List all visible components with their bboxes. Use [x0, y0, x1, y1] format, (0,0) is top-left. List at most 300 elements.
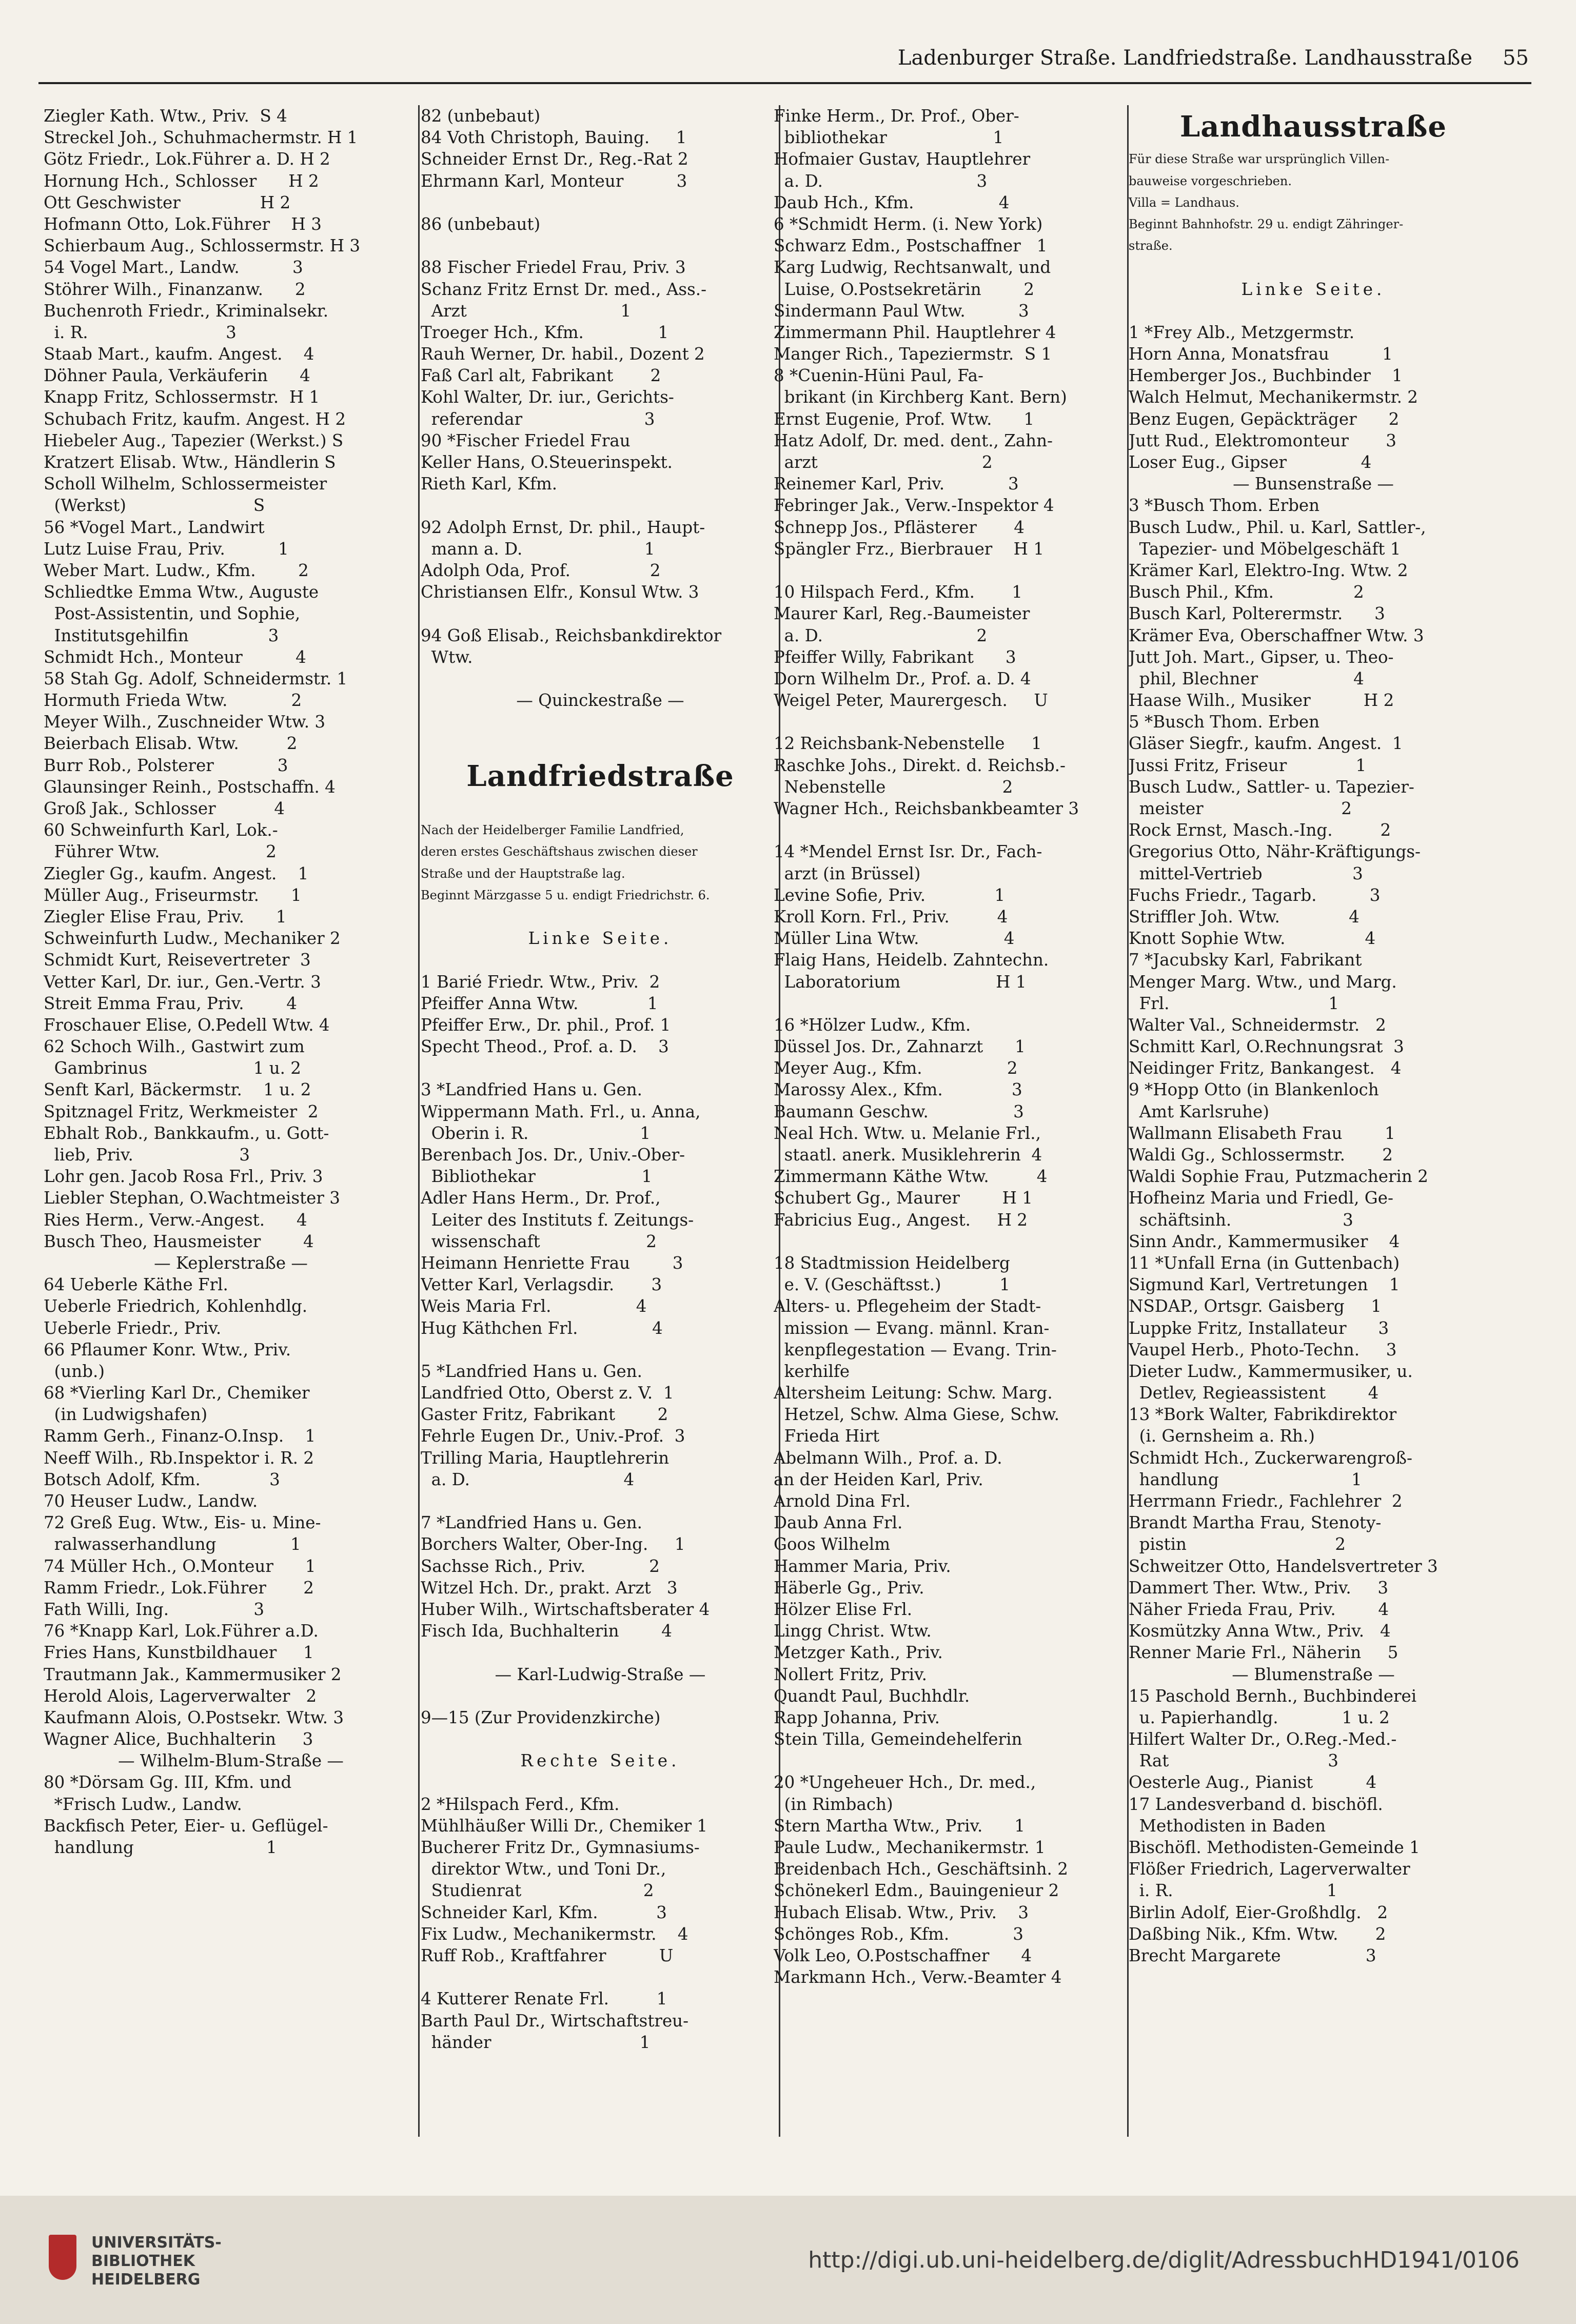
- directory-line: Renner Marie Frl., Näherin 5: [1129, 1643, 1398, 1663]
- directory-line: Ehrmann Karl, Monteur 3: [421, 171, 687, 191]
- directory-line: Finke Herm., Dr. Prof., Ober-: [774, 106, 1019, 126]
- directory-line: Meyer Wilh., Zuschneider Wtw. 3: [44, 712, 326, 732]
- directory-line: Trilling Maria, Hauptlehrerin: [421, 1448, 669, 1468]
- directory-line: a. D. 4: [421, 1469, 635, 1489]
- library-shield-icon: [49, 2235, 76, 2280]
- directory-line: kenpflegestation — Evang. Trin-: [774, 1340, 1057, 1360]
- directory-line: Pfeiffer Erw., Dr. phil., Prof. 1: [421, 1015, 671, 1035]
- directory-line: [421, 906, 780, 928]
- directory-line: an der Heiden Karl, Priv.: [774, 1469, 983, 1489]
- directory-line: [421, 711, 780, 733]
- directory-line: Dieter Ludw., Kammermusiker, u.: [1129, 1361, 1413, 1381]
- directory-line: Wippermann Math. Frl., u. Anna,: [421, 1101, 701, 1121]
- directory-line: Weis Maria Frl. 4: [421, 1296, 647, 1316]
- directory-line: Baumann Geschw. 3: [774, 1101, 1024, 1121]
- directory-line: [774, 1750, 1128, 1771]
- directory-line: Schnepp Jos., Pflästerer 4: [774, 517, 1025, 537]
- column-divider: [418, 105, 420, 2137]
- directory-line: (i. Gernsheim a. Rh.): [1129, 1426, 1315, 1446]
- directory-line: Fries Hans, Kunstbildhauer 1: [44, 1643, 314, 1663]
- directory-line: Gaster Fritz, Fabrikant 2: [421, 1405, 668, 1425]
- directory-line: [774, 560, 1128, 581]
- directory-line: Markmann Hch., Verw.-Beamter 4: [774, 1967, 1062, 1987]
- directory-line: Busch Theo, Hausmeister 4: [44, 1231, 314, 1251]
- directory-line: NSDAP., Ortsgr. Gaisberg 1: [1129, 1296, 1382, 1316]
- directory-line: a. D. 2: [774, 625, 988, 645]
- directory-line: Linke Seite.: [1241, 279, 1386, 299]
- directory-line: [421, 1057, 780, 1079]
- directory-line: Daub Anna Frl.: [774, 1513, 903, 1533]
- directory-line: 68 *Vierling Karl Dr., Chemiker: [44, 1383, 310, 1403]
- directory-line: Troeger Hch., Kfm. 1: [421, 322, 669, 342]
- directory-line: Lohr gen. Jacob Rosa Frl., Priv. 3: [44, 1167, 323, 1187]
- directory-line: Bucherer Fritz Dr., Gymnasiums-: [421, 1838, 700, 1858]
- directory-line: [421, 1685, 780, 1707]
- directory-line: Daßbing Nik., Kfm. Wtw. 2: [1129, 1924, 1386, 1944]
- directory-line: Neidinger Fritz, Bankangest. 4: [1129, 1058, 1402, 1078]
- directory-line: Busch Phil., Kfm. 2: [1129, 582, 1364, 602]
- directory-line: 58 Stah Gg. Adolf, Schneidermstr. 1: [44, 668, 348, 688]
- directory-line: 84 Voth Christoph, Bauing. 1: [421, 128, 687, 148]
- directory-line: 18 Stadtmission Heidelberg: [774, 1253, 1010, 1273]
- directory-line: Führer Wtw. 2: [44, 842, 277, 862]
- directory-line: bibliothekar 1: [774, 128, 1004, 148]
- directory-line: Horn Anna, Monatsfrau 1: [1129, 344, 1393, 364]
- directory-line: Hammer Maria, Priv.: [774, 1556, 951, 1576]
- street-heading: Landfriedstraße: [466, 759, 734, 793]
- directory-line: 17 Landesverband d. bischöfl.: [1129, 1794, 1383, 1814]
- directory-line: Ebhalt Rob., Bankkaufm., u. Gott-: [44, 1123, 329, 1143]
- page-header: [41, 46, 1529, 77]
- directory-line: Glaunsinger Reinh., Postschaffn. 4: [44, 777, 336, 797]
- directory-line: (in Ludwigshafen): [44, 1405, 208, 1425]
- library-name-line: BIBLIOTHEK: [91, 2252, 195, 2270]
- directory-line: Burr Rob., Polsterer 3: [44, 755, 288, 775]
- directory-line: Maurer Karl, Reg.-Baumeister: [774, 604, 1030, 624]
- directory-line: Schneider Karl, Kfm. 3: [421, 1902, 667, 1922]
- directory-line: i. R. 3: [44, 322, 237, 342]
- directory-line: 82 (unbebaut): [421, 106, 541, 126]
- directory-line: Streckel Joh., Schuhmachermstr. H 1: [44, 128, 358, 148]
- directory-line: Birlin Adolf, Eier-Großhdlg. 2: [1129, 1902, 1388, 1922]
- directory-line: schäftsinh. 3: [1129, 1210, 1353, 1230]
- directory-line: [421, 1339, 780, 1361]
- library-name: [91, 2234, 245, 2289]
- directory-line: Wagner Hch., Reichsbankbeamter 3: [774, 799, 1079, 818]
- directory-line: Froschauer Elise, O.Pedell Wtw. 4: [44, 1015, 330, 1035]
- directory-line: Methodisten in Baden: [1129, 1816, 1326, 1836]
- directory-line: Stern Martha Wtw., Priv. 1: [774, 1816, 1025, 1836]
- directory-line: Sigmund Karl, Vertretungen 1: [1129, 1275, 1400, 1295]
- directory-line: 12 Reichsbank-Nebenstelle 1: [774, 734, 1042, 754]
- directory-line: bauweise vorgeschrieben.: [1129, 173, 1292, 188]
- street-heading: Landhausstraße: [1179, 110, 1447, 144]
- directory-line: Ramm Friedr., Lok.Führer 2: [44, 1578, 314, 1598]
- directory-line: Detlev, Regieassistent 4: [1129, 1383, 1379, 1403]
- permalink[interactable]: http://digi.ub.uni-heidelberg.de/diglit/AdressbuchHD1941/0106: [808, 2247, 1520, 2273]
- directory-line: Ziegler Gg., kaufm. Angest. 1: [44, 863, 309, 883]
- directory-line: 8 *Cuenin-Hüni Paul, Fa-: [774, 366, 983, 386]
- directory-line: Jutt Joh. Mart., Gipser, u. Theo-: [1129, 647, 1394, 667]
- directory-line: (in Rimbach): [774, 1794, 893, 1814]
- directory-line: Ruff Rob., Kraftfahrer U: [421, 1945, 674, 1965]
- directory-line: Ueberle Friedrich, Kohlenhdlg.: [44, 1296, 308, 1316]
- directory-line: Schmitt Karl, O.Rechnungsrat 3: [1129, 1037, 1404, 1057]
- directory-line: [774, 819, 1128, 841]
- directory-line: 13 *Bork Walter, Fabrikdirektor: [1129, 1405, 1397, 1425]
- directory-line: Schönekerl Edm., Bauingenieur 2: [774, 1881, 1059, 1901]
- directory-line: Vetter Karl, Dr. iur., Gen.-Vertr. 3: [44, 972, 321, 992]
- directory-line: Beginnt Bahnhofstr. 29 u. endigt Zähringer-: [1129, 216, 1404, 231]
- directory-line: pistin 2: [1129, 1534, 1346, 1554]
- directory-line: Pfeiffer Willy, Fabrikant 3: [774, 647, 1016, 667]
- directory-line: Schmidt Hch., Zuckerwarengroß-: [1129, 1448, 1412, 1468]
- directory-line: Rock Ernst, Masch.-Ing. 2: [1129, 820, 1391, 840]
- directory-line: Adler Hans Herm., Dr. Prof.,: [421, 1188, 661, 1208]
- directory-line: *Frisch Ludw., Landw.: [44, 1794, 242, 1814]
- directory-line: Busch Ludw., Phil. u. Karl, Sattler-,: [1129, 517, 1426, 537]
- directory-line: [774, 993, 1128, 1014]
- directory-line: Levine Sofie, Priv. 1: [774, 885, 1006, 905]
- page-number: 55: [1503, 46, 1529, 70]
- directory-line: Keller Hans, O.Steuerinspekt.: [421, 452, 673, 472]
- directory-line: Rieth Karl, Kfm.: [421, 474, 558, 494]
- library-name-line: HEIDELBERG: [91, 2271, 201, 2289]
- directory-line: Kohl Walter, Dr. iur., Gerichts-: [421, 387, 674, 407]
- directory-line: Hiebeler Aug., Tapezier (Werkst.) S: [44, 430, 344, 450]
- directory-line: brikant (in Kirchberg Kant. Bern): [774, 387, 1067, 407]
- directory-line: handlung 1: [44, 1838, 277, 1857]
- directory-line: Ries Herm., Verw.-Angest. 4: [44, 1210, 307, 1230]
- directory-line: direktor Wtw., und Toni Dr.,: [421, 1859, 666, 1879]
- directory-line: Ramm Gerh., Finanz-O.Insp. 1: [44, 1426, 316, 1446]
- directory-line: Hofheinz Maria und Friedl, Ge-: [1129, 1188, 1393, 1208]
- directory-line: 66 Pflaumer Konr. Wtw., Priv.: [44, 1340, 291, 1360]
- directory-line: Meyer Aug., Kfm. 2: [774, 1058, 1018, 1078]
- directory-line: Schwarz Edm., Postschaffner 1: [774, 236, 1048, 256]
- directory-line: Schmidt Hch., Monteur 4: [44, 647, 306, 667]
- directory-line: 56 *Vogel Mart., Landwirt: [44, 517, 265, 537]
- directory-line: Nollert Fritz, Priv.: [774, 1664, 927, 1684]
- directory-line: arzt (in Brüssel): [774, 863, 921, 883]
- directory-line: Fabricius Eug., Angest. H 2: [774, 1210, 1028, 1230]
- directory-line: Hatz Adolf, Dr. med. dent., Zahn-: [774, 430, 1053, 450]
- directory-line: Mühlhäußer Willi Dr., Chemiker 1: [421, 1816, 708, 1836]
- directory-line: Landfried Otto, Oberst z. V. 1: [421, 1383, 674, 1403]
- directory-line: Bibliothekar 1: [421, 1167, 653, 1187]
- directory-line: Borchers Walter, Ober-Ing. 1: [421, 1534, 685, 1554]
- directory-line: Schönges Rob., Kfm. 3: [774, 1924, 1023, 1944]
- directory-line: Neal Hch. Wtw. u. Melanie Frl.,: [774, 1123, 1041, 1143]
- directory-line: Flaig Hans, Heidelb. Zahntechn.: [774, 950, 1049, 970]
- directory-line: [421, 1642, 780, 1663]
- directory-line: Dorn Wilhelm Dr., Prof. a. D. 4: [774, 668, 1031, 688]
- running-title: Ladenburger Straße. Landfriedstraße. Landhausstraße: [897, 46, 1472, 70]
- directory-line: Post-Assistentin, und Sophie,: [44, 604, 301, 624]
- directory-line: Buchenroth Friedr., Kriminalsekr.: [44, 301, 329, 321]
- directory-line: Düssel Jos. Dr., Zahnarzt 1: [774, 1037, 1026, 1057]
- directory-line: Hofmann Otto, Lok.Führer H 3: [44, 214, 322, 234]
- directory-line: 70 Heuser Ludw., Landw.: [44, 1491, 258, 1511]
- directory-line: ralwasserhandlung 1: [44, 1534, 301, 1554]
- directory-line: 94 Goß Elisab., Reichsbankdirektor: [421, 625, 722, 645]
- directory-line: Vetter Karl, Verlagsdir. 3: [421, 1275, 662, 1295]
- directory-line: Stöhrer Wilh., Finanzanw. 2: [44, 279, 306, 299]
- directory-line: [421, 235, 780, 257]
- directory-line: Kosmützky Anna Wtw., Priv. 4: [1129, 1621, 1391, 1641]
- directory-line: Krämer Eva, Oberschaffner Wtw. 3: [1129, 625, 1424, 645]
- directory-line: Laboratorium H 1: [774, 972, 1027, 992]
- directory-line: straße.: [1129, 239, 1173, 253]
- directory-line: Lingg Christ. Wtw.: [774, 1621, 932, 1641]
- directory-line: Rechte Seite.: [520, 1751, 680, 1771]
- directory-line: Abelmann Wilh., Prof. a. D.: [774, 1448, 1002, 1468]
- directory-line: Arzt 1: [421, 301, 632, 321]
- directory-line: mann a. D. 1: [421, 539, 655, 559]
- directory-line: Herrmann Friedr., Fachlehrer 2: [1129, 1491, 1403, 1511]
- directory-line: [421, 495, 780, 516]
- directory-line: Frl. 1: [1129, 993, 1339, 1013]
- directory-line: 90 *Fischer Friedel Frau: [421, 430, 631, 450]
- directory-line: [421, 733, 780, 754]
- directory-line: Ziegler Elise Frau, Priv. 1: [44, 907, 287, 927]
- directory-line: Quandt Paul, Buchhdlr.: [774, 1686, 970, 1706]
- directory-line: — Bunsenstraße —: [1233, 474, 1394, 494]
- directory-line: Christiansen Elfr., Konsul Wtw. 3: [421, 582, 699, 602]
- directory-line: staatl. anerk. Musiklehrerin 4: [774, 1145, 1042, 1165]
- directory-line: Knott Sophie Wtw. 4: [1129, 929, 1376, 949]
- directory-line: [1129, 257, 1498, 278]
- directory-line: 9—15 (Zur Providenzkirche): [421, 1707, 661, 1727]
- directory-line: Specht Theod., Prof. a. D. 3: [421, 1037, 669, 1057]
- directory-line: 20 *Ungeheuer Hch., Dr. med.,: [774, 1772, 1036, 1793]
- directory-line: Ernst Eugenie, Prof. Wtw. 1: [774, 409, 1035, 429]
- directory-line: Altersheim Leitung: Schw. Marg.: [774, 1383, 1053, 1403]
- directory-line: Schweitzer Otto, Handelsvertreter 3: [1129, 1556, 1438, 1576]
- directory-line: Schubert Gg., Maurer H 1: [774, 1188, 1033, 1208]
- directory-line: Botsch Adolf, Kfm. 3: [44, 1469, 280, 1489]
- directory-line: Krämer Karl, Elektro-Ing. Wtw. 2: [1129, 560, 1408, 580]
- directory-line: Hubach Elisab. Wtw., Priv. 3: [774, 1902, 1029, 1922]
- directory-line: Dammert Ther. Wtw., Priv. 3: [1129, 1578, 1389, 1598]
- directory-line: Spitznagel Fritz, Werkmeister 2: [44, 1101, 319, 1121]
- directory-line: Goos Wilhelm: [774, 1534, 891, 1554]
- directory-line: Hilfert Walter Dr., O.Reg.-Med.-: [1129, 1729, 1397, 1749]
- directory-line: Schmidt Kurt, Reisevertreter 3: [44, 950, 311, 970]
- directory-line: Wagner Alice, Buchhalterin 3: [44, 1729, 313, 1749]
- directory-line: Luise, O.Postsekretärin 2: [774, 279, 1035, 299]
- directory-line: Marossy Alex., Kfm. 3: [774, 1080, 1022, 1100]
- directory-line: [774, 711, 1128, 733]
- directory-line: Volk Leo, O.Postschaffner 4: [774, 1945, 1032, 1965]
- directory-line: Ott Geschwister H 2: [44, 192, 291, 212]
- directory-line: wissenschaft 2: [421, 1231, 657, 1251]
- directory-line: Sachsse Rich., Priv. 2: [421, 1556, 660, 1576]
- digitization-footer: [0, 2196, 1576, 2324]
- directory-line: Nebenstelle 2: [774, 777, 1013, 797]
- directory-line: handlung 1: [1129, 1469, 1362, 1489]
- directory-line: Kaufmann Alois, O.Postsekr. Wtw. 3: [44, 1707, 344, 1727]
- directory-line: Hölzer Elise Frl.: [774, 1599, 913, 1619]
- directory-line: Leiter des Instituts f. Zeitungs-: [421, 1210, 694, 1230]
- directory-line: Näher Frieda Frau, Priv. 4: [1129, 1599, 1389, 1619]
- directory-line: Berenbach Jos. Dr., Univ.-Ober-: [421, 1145, 685, 1165]
- directory-line: Stein Tilla, Gemeindehelferin: [774, 1729, 1022, 1749]
- directory-line: Loser Eug., Gipser 4: [1129, 452, 1372, 472]
- directory-line: Weigel Peter, Maurergesch. U: [774, 691, 1048, 711]
- directory-line: Müller Aug., Friseurmstr. 1: [44, 885, 302, 905]
- directory-line: 15 Paschold Bernh., Buchbinderei: [1129, 1686, 1417, 1706]
- directory-line: 88 Fischer Friedel Frau, Priv. 3: [421, 258, 686, 278]
- directory-line: 3 *Landfried Hans u. Gen.: [421, 1080, 642, 1100]
- directory-line: Busch Karl, Polterermstr. 3: [1129, 604, 1385, 624]
- directory-line: [1129, 300, 1498, 322]
- directory-line: kerhilfe: [774, 1361, 850, 1381]
- directory-line: Jussi Fritz, Friseur 1: [1129, 755, 1367, 775]
- directory-line: phil, Blechner 4: [1129, 668, 1364, 688]
- directory-line: Arnold Dina Frl.: [774, 1491, 911, 1511]
- directory-line: Walch Helmut, Mechanikermstr. 2: [1129, 387, 1418, 407]
- directory-line: Sindermann Paul Wtw. 3: [774, 301, 1029, 321]
- directory-line: Tapezier- und Möbelgeschäft 1: [1129, 539, 1401, 559]
- directory-line: 76 *Knapp Karl, Lok.Führer a.D.: [44, 1621, 319, 1641]
- directory-line: Wallmann Elisabeth Frau 1: [1129, 1123, 1395, 1143]
- directory-line: Gläser Siegfr., kaufm. Angest. 1: [1129, 734, 1403, 754]
- directory-line: Sinn Andr., Kammermusiker 4: [1129, 1231, 1400, 1251]
- directory-line: Knapp Fritz, Schlossermstr. H 1: [44, 387, 320, 407]
- directory-line: 64 Ueberle Käthe Frl.: [44, 1275, 228, 1295]
- directory-line: e. V. (Geschäftsst.) 1: [774, 1275, 1010, 1295]
- directory-line: Studienrat 2: [421, 1881, 654, 1901]
- directory-line: Herold Alois, Lagerverwalter 2: [44, 1686, 317, 1706]
- directory-line: Oesterle Aug., Pianist 4: [1129, 1772, 1377, 1793]
- directory-line: — Wilhelm-Blum-Straße —: [118, 1751, 344, 1771]
- directory-line: Waldi Gg., Schlossermstr. 2: [1129, 1145, 1393, 1165]
- directory-line: Liebler Stephan, O.Wachtmeister 3: [44, 1188, 340, 1208]
- directory-line: 1 Barié Friedr. Wtw., Priv. 2: [421, 972, 660, 992]
- column-4: [1129, 105, 1498, 2188]
- directory-line: [421, 1966, 780, 1988]
- directory-line: Weber Mart. Ludw., Kfm. 2: [44, 560, 309, 580]
- directory-line: Vaupel Herb., Photo-Techn. 3: [1129, 1340, 1397, 1360]
- directory-line: Faß Carl alt, Fabrikant 2: [421, 366, 661, 386]
- directory-line: Metzger Kath., Priv.: [774, 1643, 943, 1663]
- directory-line: Schierbaum Aug., Schlossermstr. H 3: [44, 236, 361, 256]
- directory-line: Hofmaier Gustav, Hauptlehrer: [774, 149, 1031, 169]
- directory-line: Häberle Gg., Priv.: [774, 1578, 924, 1598]
- directory-line: 62 Schoch Wilh., Gastwirt zum: [44, 1037, 305, 1057]
- directory-line: Raschke Johs., Direkt. d. Reichsb.-: [774, 755, 1066, 775]
- directory-line: Fuchs Friedr., Tagarb. 3: [1129, 885, 1381, 905]
- directory-line: Barth Paul Dr., Wirtschaftstreu-: [421, 2011, 689, 2031]
- directory-line: Gregorius Otto, Nähr-Kräftigungs-: [1129, 842, 1421, 862]
- directory-line: Neeff Wilh., Rb.Inspektor i. R. 2: [44, 1448, 314, 1468]
- directory-line: [774, 1231, 1128, 1252]
- directory-line: Flößer Friedrich, Lagerverwalter: [1129, 1859, 1410, 1879]
- directory-line: 2 *Hilspach Ferd., Kfm.: [421, 1794, 620, 1814]
- directory-line: 10 Hilspach Ferd., Kfm. 1: [774, 582, 1022, 602]
- directory-line: Paule Ludw., Mechanikermstr. 1: [774, 1838, 1046, 1857]
- directory-line: 16 *Hölzer Ludw., Kfm.: [774, 1015, 971, 1035]
- directory-line: 14 *Mendel Ernst Isr. Dr., Fach-: [774, 842, 1042, 862]
- directory-line: 80 *Dörsam Gg. III, Kfm. und: [44, 1772, 292, 1793]
- directory-line: lieb, Priv. 3: [44, 1145, 250, 1165]
- directory-line: Nach der Heidelberger Familie Landfried,: [421, 823, 684, 838]
- column-3: [774, 105, 1128, 2188]
- directory-line: Linke Seite.: [528, 929, 673, 949]
- directory-line: Hornung Hch., Schlosser H 2: [44, 171, 319, 191]
- directory-line: Schliedtke Emma Wtw., Auguste: [44, 582, 319, 602]
- directory-line: Fath Willi, Ing. 3: [44, 1599, 264, 1619]
- directory-line: [421, 949, 780, 971]
- directory-line: Zimmermann Käthe Wtw. 4: [774, 1167, 1048, 1187]
- directory-line: Manger Rich., Tapeziermstr. S 1: [774, 344, 1052, 364]
- directory-line: [421, 1728, 780, 1750]
- directory-line: — Keplerstraße —: [154, 1253, 308, 1273]
- directory-line: Für diese Straße war ursprünglich Villen-: [1129, 152, 1390, 167]
- directory-line: Spängler Frz., Bierbrauer H 1: [774, 539, 1045, 559]
- directory-line: Frieda Hirt: [774, 1426, 880, 1446]
- directory-line: Lutz Luise Frau, Priv. 1: [44, 539, 289, 559]
- directory-line: (unb.): [44, 1361, 105, 1381]
- directory-line: 72 Greß Eug. Wtw., Eis- u. Mine-: [44, 1513, 321, 1533]
- directory-line: Kroll Korn. Frl., Priv. 4: [774, 907, 1008, 927]
- directory-line: Menger Marg. Wtw., und Marg.: [1129, 972, 1397, 992]
- directory-line: Benz Eugen, Gepäckträger 2: [1129, 409, 1400, 429]
- directory-line: Backfisch Peter, Eier- u. Geflügel-: [44, 1816, 328, 1836]
- directory-line: Hug Käthchen Frl. 4: [421, 1318, 663, 1338]
- directory-line: Waldi Sophie Frau, Putzmacherin 2: [1129, 1167, 1428, 1187]
- directory-line: Beginnt Märzgasse 5 u. endigt Friedrichstr. 6.: [421, 888, 710, 902]
- directory-line: Brandt Martha Frau, Stenoty-: [1129, 1513, 1382, 1533]
- directory-line: referendar 3: [421, 409, 655, 429]
- directory-line: Rat 3: [1129, 1751, 1338, 1771]
- directory-line: (Werkst) S: [44, 496, 265, 516]
- directory-line: Bischöfl. Methodisten-Gemeinde 1: [1129, 1838, 1420, 1858]
- library-name-line: UNIVERSITÄTS-: [91, 2234, 222, 2252]
- column-2: [421, 105, 780, 2188]
- directory-line: 6 *Schmidt Herm. (i. New York): [774, 214, 1043, 234]
- directory-line: Ueberle Friedr., Priv.: [44, 1318, 222, 1338]
- directory-line: Hormuth Frieda Wtw. 2: [44, 691, 302, 711]
- directory-line: Gambrinus 1 u. 2: [44, 1058, 301, 1078]
- directory-line: Schanz Fritz Ernst Dr. med., Ass.-: [421, 279, 707, 299]
- directory-line: mission — Evang. männl. Kran-: [774, 1318, 1050, 1338]
- directory-line: 9 *Hopp Otto (in Blankenloch: [1129, 1080, 1379, 1100]
- directory-line: [421, 1771, 780, 1793]
- directory-line: Febringer Jak., Verw.-Inspektor 4: [774, 496, 1054, 516]
- directory-line: Walter Val., Schneidermstr. 2: [1129, 1015, 1386, 1035]
- directory-line: Breidenbach Hch., Geschäftsinh. 2: [774, 1859, 1068, 1879]
- directory-line: 86 (unbebaut): [421, 214, 541, 234]
- directory-line: [421, 798, 780, 819]
- directory-line: Zimmermann Phil. Hauptlehrer 4: [774, 322, 1056, 342]
- directory-line: [421, 668, 780, 690]
- directory-line: 7 *Landfried Hans u. Gen.: [421, 1513, 642, 1533]
- directory-line: Pfeiffer Anna Wtw. 1: [421, 993, 658, 1013]
- directory-line: 5 *Busch Thom. Erben: [1129, 712, 1320, 732]
- directory-line: Haase Wilh., Musiker H 2: [1129, 691, 1394, 711]
- directory-line: 3 *Busch Thom. Erben: [1129, 496, 1320, 516]
- directory-line: 5 *Landfried Hans u. Gen.: [421, 1361, 642, 1381]
- directory-line: Götz Friedr., Lok.Führer a. D. H 2: [44, 149, 330, 169]
- directory-line: 92 Adolph Ernst, Dr. phil., Haupt-: [421, 517, 705, 537]
- directory-line: Hetzel, Schw. Alma Giese, Schw.: [774, 1405, 1059, 1425]
- directory-line: Luppke Fritz, Installateur 3: [1129, 1318, 1389, 1338]
- directory-line: Fehrle Eugen Dr., Univ.-Prof. 3: [421, 1426, 685, 1446]
- directory-line: Beierbach Elisab. Wtw. 2: [44, 734, 298, 754]
- directory-line: Reinemer Karl, Priv. 3: [774, 474, 1019, 494]
